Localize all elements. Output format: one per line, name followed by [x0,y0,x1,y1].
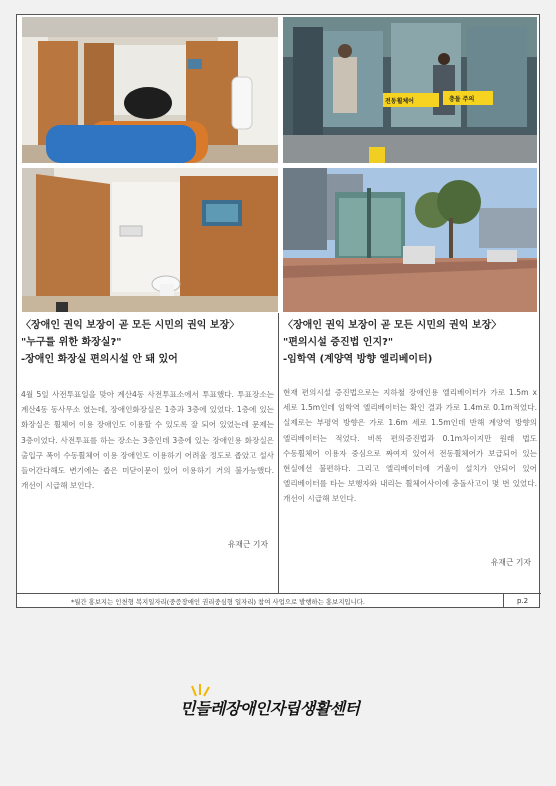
article-right-body: 현재 편의시설 증진법으로는 지하철 장애인용 엘리베이터가 가로 1.5m x 세로 1.5m인데 임학역 엘리베이터는 확인 결과 가로 1.4m로 0.1m적었다. 실제로는 부평역 방향은 가로 1.6m 세로 1.5m인데 반해 계양역 방향의 엘리베이터는 적었다. 비록 편의증진법과 0.1m차이지만 원래 법도 수동휠체어 이용자 중심으로 짜여져 있어서 전동휠체어가 보급되어 있는 현실에선 불편하다. 그리고 엘리베이터에 거울이 설치가 안되어 있어 엘리베이터를 타는 보행자와 내리는 휠체어사이에 충돌사고이 몇 번 있었다. 개선이 시급해 보인다. [283,388,537,504]
footer-note: *월간 홍보지는 인천형 복지일자리(중증장애인 권리중심형 일자리) 참여 사업으로 발행하는 홍보지입니다. [71,598,365,606]
sign-power-wheelchair: 전동휠체어 [385,98,414,105]
article-restroom [17,313,279,593]
article-right-reporter: 유재근 기자 [490,558,531,567]
page-number: p.2 [503,594,541,608]
outdoor-elevator-photo [283,168,537,312]
center-logo [180,682,390,732]
page-footer [17,593,541,608]
newsletter-page [16,14,540,608]
article-left-body: 4월 5일 사전투표일을 맞아 계산4동 사전투표소에서 투표했다. 투표장소는 계산4동 동사무소 였는데, 장애인화장실은 1층과 3층에 있었다. 1층에 있는 화장실은 휠체어 이용 장애인도 이용할 수 있도록 잘 되어 있었는데 문제는 3층이었다. 사전투표를 하는 장소는 3층인데 3층에 있는 장애인용 화장실은 출입구 폭이 수동휠체어 이용 장애인도 이용하기 어려울 정도로 좁았고 설사 들어간다해도 변기에는 좁은 미닫이문이 있어 이용하기 거의 불가능했다. 개선이 시급해 보인다. [21,390,274,491]
article-left-heading-2: "누구를 위한 화장실?" [21,337,122,348]
article-right-heading-2: "편의시설 증진법 인지?" [283,337,394,348]
article-left-heading-3: -장애인 화장실 편의시설 안 돼 있어 [21,354,178,365]
article-right-heading-3: -임학역 (계양역 방향 엘리베이터) [283,354,433,365]
article-left-heading-1: 〈장애인 권익 보장이 곧 모든 시민의 권익 보장〉 [21,320,240,331]
article-left-reporter: 유재근 기자 [227,540,268,549]
sign-collision-caution: 충돌 주의 [449,96,475,103]
subway-elevator-photo [283,17,537,163]
restroom-stall-photo [22,168,278,312]
article-elevator [279,313,541,593]
restroom-wheelchair-photo [22,17,278,163]
logo-text: 민들레장애인자립생활센터 [180,699,360,718]
article-right-heading-1: 〈장애인 권익 보장이 곧 모든 시민의 권익 보장〉 [283,320,502,331]
